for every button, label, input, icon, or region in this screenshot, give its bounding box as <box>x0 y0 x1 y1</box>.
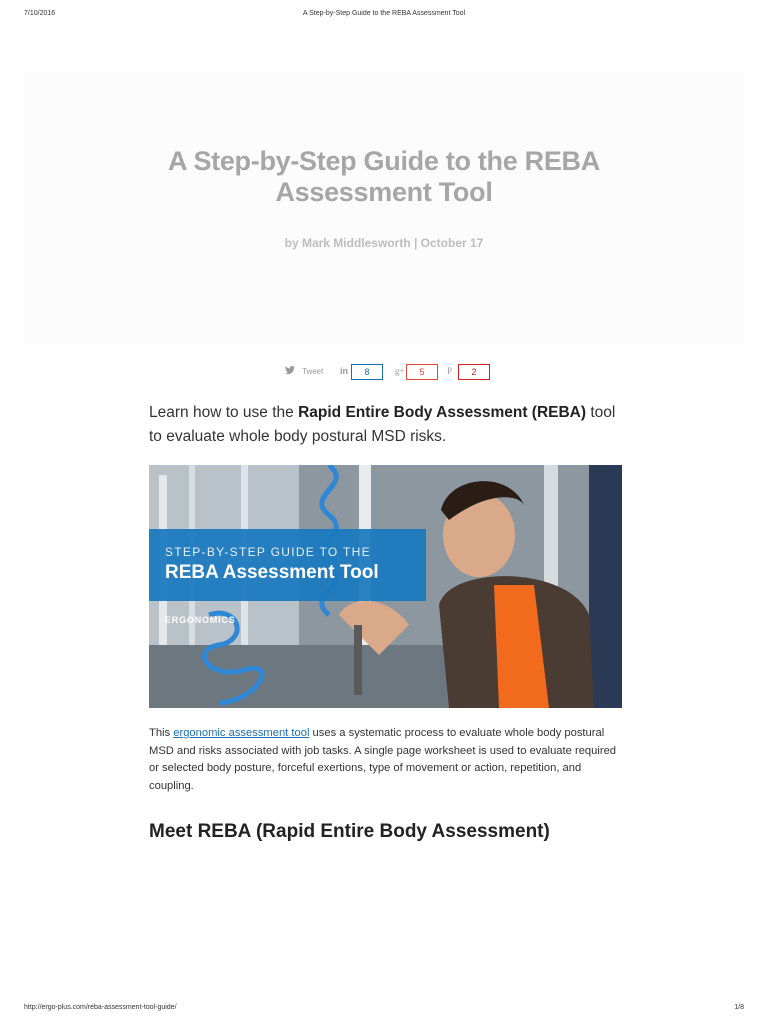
article-title: A Step-by-Step Guide to the REBA Assessment Tool <box>168 146 600 207</box>
twitter-bird-icon <box>285 366 295 377</box>
article-lede <box>149 401 629 449</box>
featured-image <box>149 465 622 708</box>
pinterest-icon: P <box>447 366 453 376</box>
pinterest-share-count: 2 <box>458 364 490 380</box>
paragraph-text-end: uses a systematic process to evaluate whole body postural MSD and risks associated with job tasks. A single page worksheet is used to evaluate required or selected body posture, forceful exertions, type of movement or action, repetition, and coupling. <box>149 727 617 792</box>
print-date: 7/10/2016 <box>24 10 56 17</box>
article-byline: by Mark Middlesworth | October 17 <box>284 236 484 250</box>
linkedin-share-button[interactable] <box>340 364 382 380</box>
share-bar <box>0 364 768 382</box>
print-page-number: 1/8 <box>734 1004 744 1011</box>
article-paragraph <box>149 725 623 795</box>
googleplus-share-count: 5 <box>406 364 438 380</box>
ergonomics-plus-logo: ERGONOMICS <box>165 615 236 625</box>
pinterest-share-button[interactable] <box>447 364 489 380</box>
print-title: A Step-by-Step Guide to the REBA Assessment Tool <box>302 10 466 17</box>
section-heading: Meet REBA (Rapid Entire Body Assessment) <box>149 821 550 842</box>
tweet-button[interactable] <box>285 364 331 380</box>
ergonomic-assessment-tool-link[interactable]: ergonomic assessment tool <box>173 727 310 739</box>
googleplus-share-button[interactable] <box>395 364 438 380</box>
lede-bold-term: Rapid Entire Body Assessment (REBA) <box>298 404 587 421</box>
twitter-bird-glyph <box>285 366 295 375</box>
banner-line-2: REBA Assessment Tool <box>165 562 379 583</box>
tweet-label: Tweet <box>302 367 324 376</box>
lede-text-end: tool to evaluate whole body postural MSD risks. <box>149 404 616 445</box>
google-plus-icon: g+ <box>395 366 405 376</box>
linkedin-icon: in <box>340 366 348 376</box>
lede-text-start: Learn how to use the <box>149 404 299 421</box>
banner-line-1: STEP-BY-STEP GUIDE TO THE <box>165 545 371 559</box>
print-url: http://ergo-plus.com/reba-assessment-tool-guide/ <box>24 1004 177 1011</box>
paragraph-text-start: This <box>149 727 174 739</box>
article-hero <box>24 72 744 344</box>
print-header <box>24 10 744 20</box>
image-banner <box>149 529 426 601</box>
print-footer <box>24 1004 744 1014</box>
linkedin-share-count: 8 <box>351 364 383 380</box>
